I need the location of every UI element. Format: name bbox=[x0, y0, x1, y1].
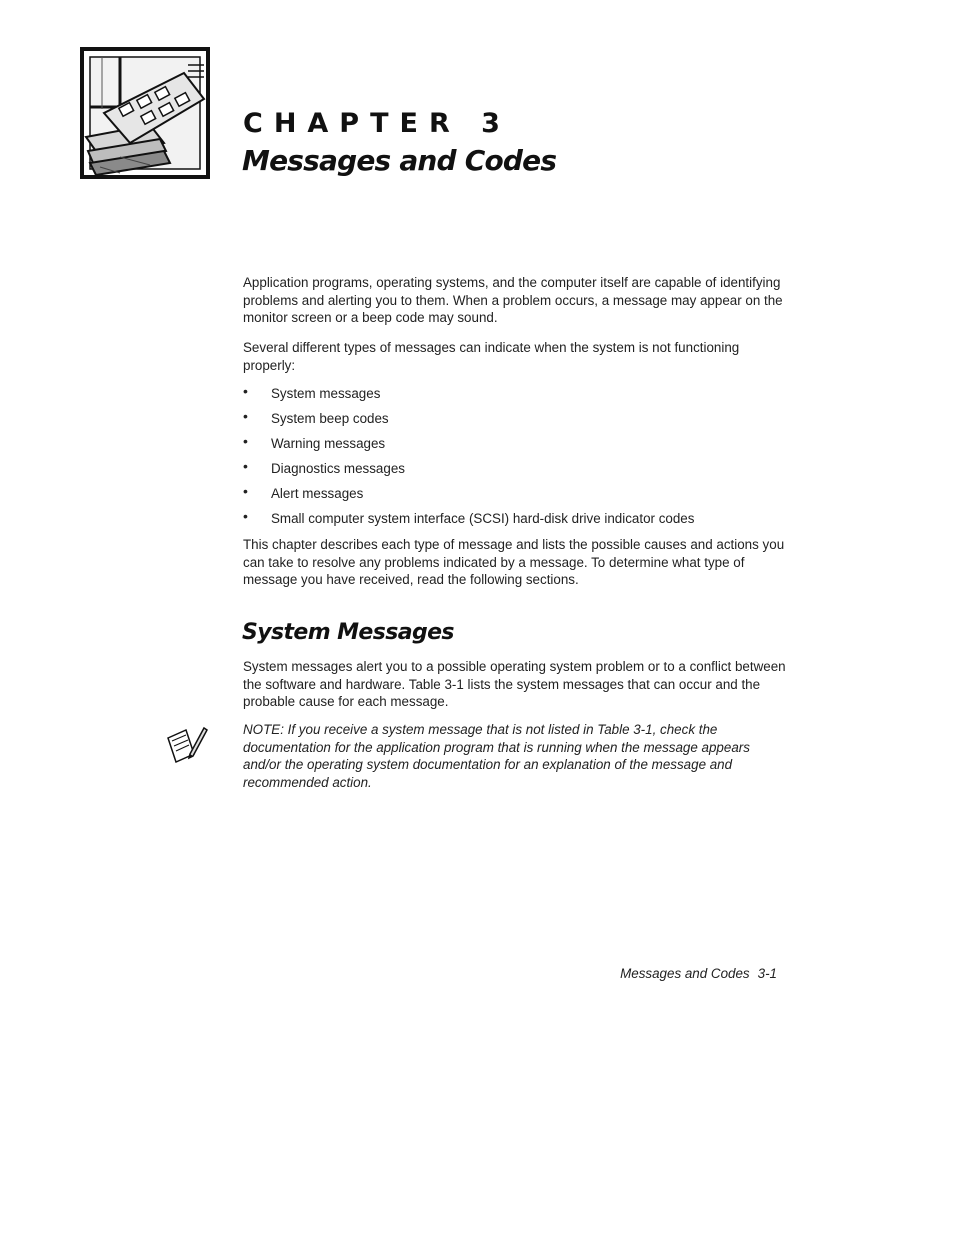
page-number: 3-1 bbox=[757, 966, 777, 981]
chapter-label: CHAPTER 3 bbox=[243, 108, 511, 139]
list-item-label: System beep codes bbox=[271, 411, 389, 426]
list-item bbox=[243, 410, 788, 435]
list-item bbox=[243, 435, 788, 460]
bullet-icon: • bbox=[243, 483, 248, 499]
bullet-icon: • bbox=[243, 508, 248, 524]
page-footer bbox=[560, 966, 777, 981]
chapter-title: Messages and Codes bbox=[242, 144, 557, 177]
computer-chassis-icon bbox=[80, 47, 210, 179]
bullet-icon: • bbox=[243, 433, 248, 449]
note-pencil-icon bbox=[164, 724, 208, 764]
intro-paragraph: Several different types of messages can indicate when the system is not functioning properly: bbox=[243, 340, 740, 373]
footer-title: Messages and Codes bbox=[620, 966, 750, 981]
list-item bbox=[243, 485, 788, 510]
list-item bbox=[243, 385, 788, 410]
message-type-list bbox=[243, 385, 788, 535]
bullet-icon: • bbox=[243, 383, 248, 399]
bullet-icon: • bbox=[243, 408, 248, 424]
list-item-label: System messages bbox=[271, 386, 381, 401]
section-heading: System Messages bbox=[242, 620, 454, 645]
list-item-label: Diagnostics messages bbox=[271, 461, 405, 476]
bullet-icon: • bbox=[243, 458, 248, 474]
list-item-label: Small computer system interface (SCSI) hard-disk drive indicator codes bbox=[271, 511, 695, 526]
section-paragraph: System messages alert you to a possible operating system problem or to a conflict between the software and hardware. Table 3-1 lists the system messages that can occur and the probable cause for each message. bbox=[243, 659, 786, 709]
list-item-label: Alert messages bbox=[271, 486, 364, 501]
intro-paragraph: This chapter describes each type of message and lists the possible causes and actions you can take to resolve any problems indicated by a message. To determine what type of message you have received, read the following sections. bbox=[243, 537, 785, 587]
note-text: NOTE: If you receive a system message that is not listed in Table 3-1, check the documentation for the application program that is running when the message appears and/or the operating system documentation for an explanation of the message and recommended action. bbox=[243, 722, 750, 790]
list-item-label: Warning messages bbox=[271, 436, 386, 451]
list-item bbox=[243, 460, 788, 485]
intro-paragraph: Application programs, operating systems, and the computer itself are capable of identifying problems and alerting you to them. When a problem occurs, a message may appear on the monitor screen or a beep code may sound. bbox=[243, 275, 783, 325]
list-item bbox=[243, 510, 788, 535]
